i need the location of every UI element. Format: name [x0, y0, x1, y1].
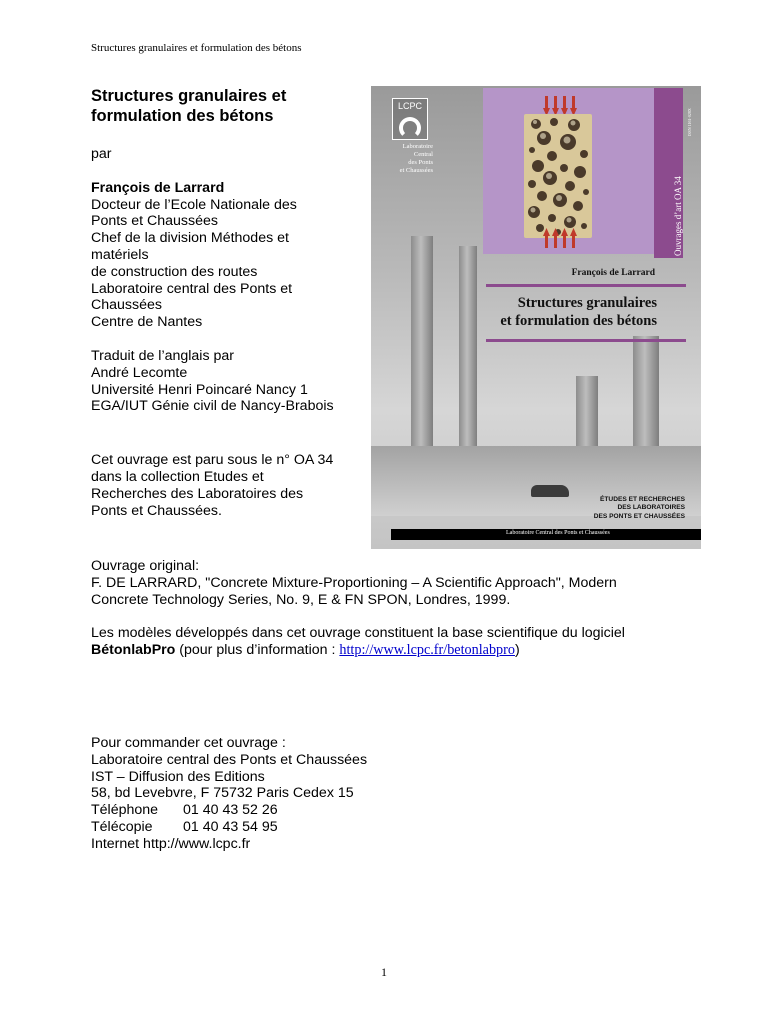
cover-lab-name — [393, 143, 433, 175]
cover-issn: ISSN 1161-028X — [687, 108, 692, 136]
author-name: François de Larrard — [91, 179, 225, 196]
order-line: 58, bd Levebvre, F 75732 Paris Cedex 15 — [91, 785, 354, 802]
fax-label: Télécopie — [91, 818, 153, 835]
running-head: Structures granulaires et formulation des bétons — [91, 42, 302, 54]
author-line: de construction des routes — [91, 263, 258, 280]
title-line: Structures granulaires et — [91, 87, 287, 105]
cover-collection-line: ÉTUDES ET RECHERCHES — [600, 496, 685, 503]
original-work-section — [91, 558, 721, 659]
cover-title — [471, 294, 657, 330]
author-line: Laboratoire central des Ponts et — [91, 280, 293, 297]
cover-collection-line: DES PONTS ET CHAUSSÉES — [593, 512, 685, 520]
original-label: Ouvrage original: — [91, 558, 200, 574]
phone-label: Téléphone — [91, 802, 159, 819]
cover-lab-line: des Ponts — [408, 159, 433, 166]
software-name: BétonlabPro — [91, 641, 176, 658]
translator-line: Université Henri Poincaré Nancy 1 — [91, 381, 308, 398]
lcpc-logo-text: LCPC — [397, 101, 422, 111]
author-line: Docteur de l’Ecole Nationale des — [91, 196, 297, 213]
order-line: IST – Diffusion des Editions — [91, 768, 265, 785]
cover-rule-top — [486, 284, 686, 287]
lcpc-logo — [392, 98, 428, 140]
original-line: F. DE LARRARD, "Concrete Mixture-Proportioning – A Scientific Approach", Modern — [91, 574, 617, 591]
order-section — [91, 735, 367, 853]
cover-author: François de Larrard — [571, 268, 655, 278]
publication-line: Recherches des Laboratoires des — [91, 485, 304, 502]
author-line: Centre de Nantes — [91, 314, 203, 331]
fax-number: 01 40 43 54 95 — [183, 818, 278, 835]
software-info — [91, 642, 721, 659]
cover-spine-text: Ouvrages d’art OA 34 — [673, 176, 683, 256]
author-line: Chaussées — [91, 297, 162, 314]
fax-line — [91, 819, 367, 836]
order-intro: Pour commander cet ouvrage : — [91, 735, 286, 751]
internet-line: Internet http://www.lcpc.fr — [91, 835, 251, 852]
title-line: formulation des bétons — [91, 107, 274, 125]
software-line: Les modèles développés dans cet ouvrage constituent la base scientifique du logiciel — [91, 625, 625, 642]
publication-line: dans la collection Etudes et — [91, 468, 264, 485]
phone-line — [91, 802, 367, 819]
cover-lab-line: et Chaussées — [399, 167, 433, 174]
cover-collection — [551, 496, 685, 521]
par-label: par — [91, 146, 112, 162]
document-title — [91, 86, 366, 126]
cover-lab-line: Laboratoire — [402, 143, 433, 150]
cover-title-line: et formulation des bétons — [500, 313, 657, 329]
cover-rule-bottom — [486, 339, 686, 342]
author-line: matériels — [91, 246, 149, 263]
title-block — [91, 86, 366, 519]
software-middle: (pour plus d’information : — [175, 641, 340, 658]
phone-number: 01 40 43 52 26 — [183, 802, 278, 819]
cover-publisher-band — [391, 529, 701, 540]
author-line: Ponts et Chaussées — [91, 213, 218, 230]
publication-line: Ponts et Chaussées. — [91, 502, 222, 519]
book-cover-image — [371, 86, 701, 549]
compression-arrows-bottom — [543, 228, 577, 250]
publication-line: Cet ouvrage est paru sous le n° OA 34 — [91, 452, 334, 469]
original-line: Concrete Technology Series, No. 9, E & FN SPON, Londres, 1999. — [91, 591, 511, 608]
translator-line: André Lecomte — [91, 364, 188, 381]
order-line: Laboratoire central des Ponts et Chaussées — [91, 751, 368, 768]
betonlabpro-link[interactable]: http://www.lcpc.fr/betonlabpro — [339, 641, 515, 658]
cover-publisher-text: Laboratoire Central des Ponts et Chaussées — [506, 530, 610, 536]
cover-lab-line: Central — [413, 151, 433, 158]
granular-concrete-sample — [524, 114, 592, 238]
translator-intro: Traduit de l’anglais par — [91, 347, 235, 364]
software-end: ) — [514, 641, 520, 658]
page-number: 1 — [381, 965, 387, 979]
author-line: Chef de la division Méthodes et — [91, 230, 289, 247]
translator-line: EGA/IUT Génie civil de Nancy-Brabois — [91, 398, 334, 415]
cover-title-line: Structures granulaires — [517, 295, 657, 311]
cover-collection-line: DES LABORATOIRES — [617, 504, 685, 512]
